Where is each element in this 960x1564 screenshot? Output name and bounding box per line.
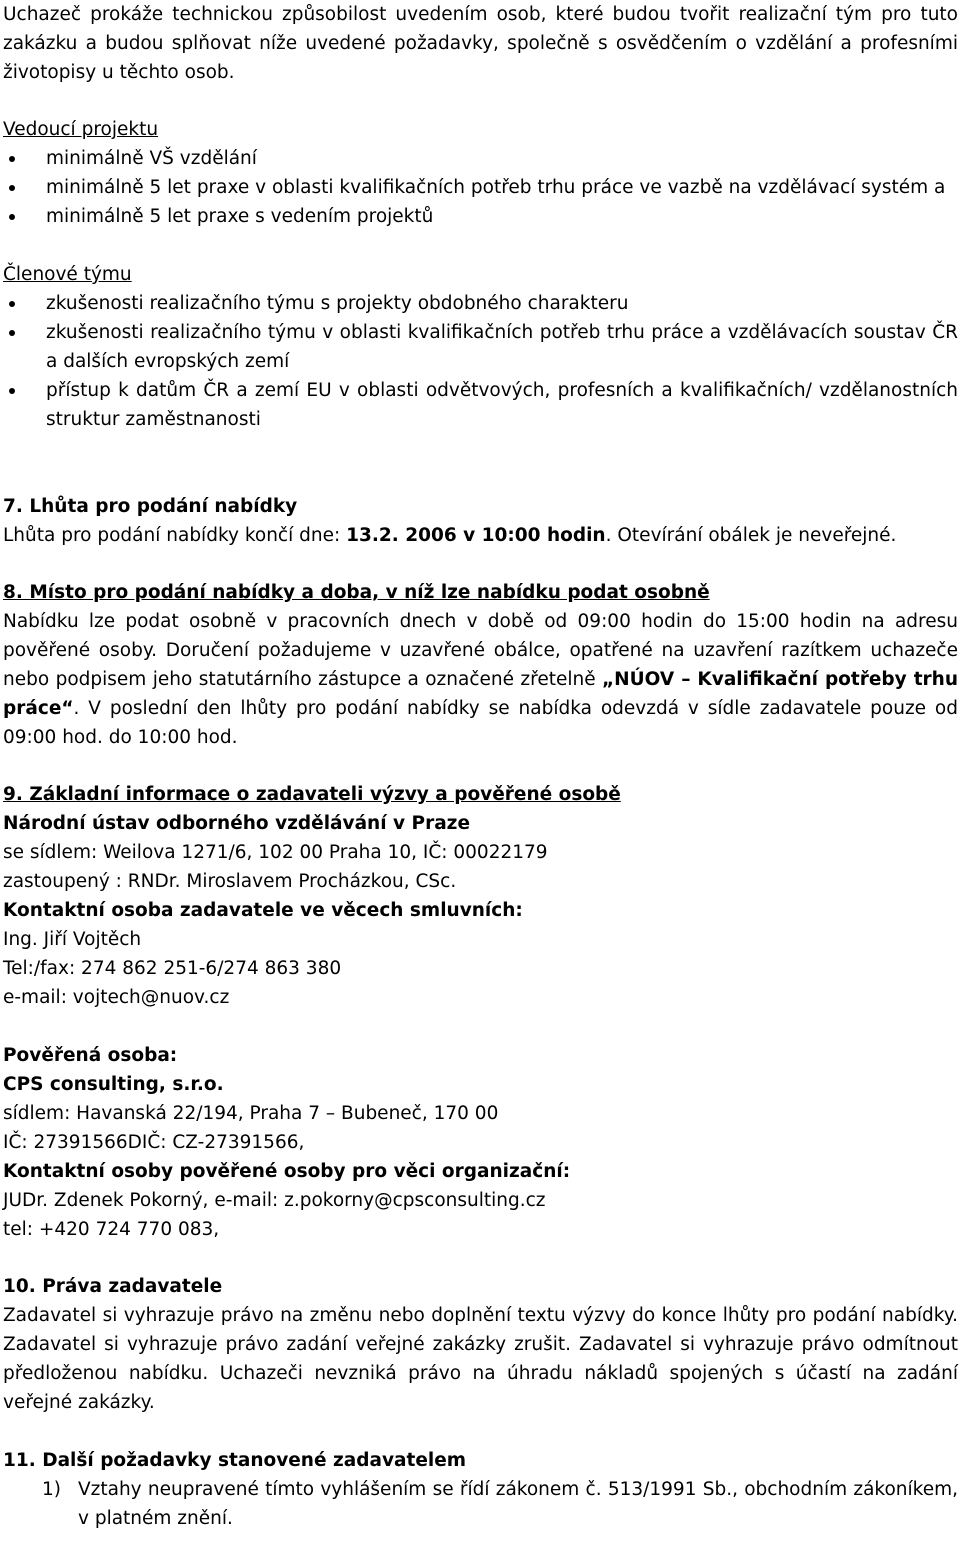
leader-requirements-list xyxy=(3,144,958,231)
authorized-company-name: CPS consulting, s.r.o. xyxy=(3,1074,224,1095)
bullet-icon xyxy=(9,156,15,162)
list-item: minimálně 5 let praxe v oblasti kvalifikačních potřeb trhu práce ve vazbě na vzdělávací systém a xyxy=(3,173,958,202)
contracting-authority-representative: zastoupený : RNDr. Miroslavem Procházkou, CSc. xyxy=(3,871,457,892)
contact-person-heading: Kontaktní osoba zadavatele ve věcech smluvních: xyxy=(3,900,523,921)
bullet-icon xyxy=(9,388,15,394)
authorized-company-address: sídlem: Havanská 22/194, Praha 7 – Bubeneč, 170 00 xyxy=(3,1103,499,1124)
envelope-label: „NÚOV – Kvalifikační potřeby trhu práce“ xyxy=(3,669,958,719)
document-page xyxy=(3,0,958,1533)
contact-person-name: Ing. Jiří Vojtěch xyxy=(3,929,142,950)
authorized-contact-heading: Kontaktní osoby pověřené osoby pro věci organizační: xyxy=(3,1161,571,1182)
members-requirements-list xyxy=(3,289,958,434)
section-8-text: Nabídku lze podat osobně v pracovních dnech v době od 09:00 hodin do 15:00 hodin na adresu pověřené osoby. Doručení požadujeme v uzavřené obálce, opatřené na uzavření razítkem uchazeče nebo podpisem jeho statutárního zástupce a označené zřetelně „NÚOV – Kvalifikační potřeby trhu práce“. V poslední den lhůty pro podání nabídky se nabídka odevzdá v sídle zadavatele pouze od 09:00 hod. do 10:00 hod. xyxy=(3,611,958,748)
contact-person-phone: Tel:/fax: 274 862 251-6/274 863 380 xyxy=(3,958,342,979)
deadline-date: 13.2. 2006 v 10:00 hodin xyxy=(346,525,606,546)
intro-paragraph: Uchazeč prokáže technickou způsobilost uvedením osob, které budou tvořit realizační tým pro tuto zakázku a budou splňovat níže uvedené požadavky, společně s osvědčením o vzdělání a profesními životopisy u těchto osob. xyxy=(3,4,958,83)
bullet-icon xyxy=(9,330,15,336)
section-8-heading: 8. Místo pro podání nabídky a doba, v níž lze nabídku podat osobně xyxy=(3,582,710,603)
leader-heading: Vedoucí projektu xyxy=(3,119,159,140)
contracting-authority-name: Národní ústav odborného vzdělávání v Praze xyxy=(3,813,470,834)
section-11-heading: 11. Další požadavky stanovené zadavatelem xyxy=(3,1450,467,1471)
authorized-company-ids: IČ: 27391566DIČ: CZ-27391566, xyxy=(3,1132,305,1153)
section-10-text: Zadavatel si vyhrazuje právo na změnu nebo doplnění textu výzvy do konce lhůty pro podání nabídky. Zadavatel si vyhrazuje právo zadání veřejné zakázky zrušit. Zadavatel si vyhrazuje právo odmítnout předloženou nabídku. Uchazeči nevzniká právo na úhradu nákladů spojených s účastí na zadání veřejné zakázky. xyxy=(3,1305,958,1413)
list-item: zkušenosti realizačního týmu v oblasti kvalifikačních potřeb trhu práce a vzdělávacích soustav ČR a dalších evropských zemí xyxy=(3,318,958,376)
list-item: přístup k datům ČR a zemí EU v oblasti odvětvových, profesních a kvalifikačních/ vzdělanostních struktur zaměstnanosti xyxy=(3,376,958,434)
contact-person-email: e-mail: vojtech@nuov.cz xyxy=(3,987,230,1008)
list-item: minimálně VŠ vzdělání xyxy=(3,144,958,173)
authorized-contact-phone: tel: +420 724 770 083, xyxy=(3,1219,220,1240)
members-heading: Členové týmu xyxy=(3,264,132,285)
list-item: 1) Vztahy neupravené tímto vyhlášením se řídí zákonem č. 513/1991 Sb., obchodním zákoníkem, v platném znění. xyxy=(3,1475,958,1533)
bullet-icon xyxy=(9,214,15,220)
authorized-person-heading: Pověřená osoba: xyxy=(3,1045,178,1066)
authorized-contact-person: JUDr. Zdenek Pokorný, e-mail: z.pokorny@cpsconsulting.cz xyxy=(3,1190,546,1211)
bullet-icon xyxy=(9,185,15,191)
section-7-deadline: Lhůta pro podání nabídky končí dne: 13.2. 2006 v 10:00 hodin. Otevírání obálek je neveřejné. xyxy=(3,525,897,546)
contracting-authority-address: se sídlem: Weilova 1271/6, 102 00 Praha 10, IČ: 00022179 xyxy=(3,842,548,863)
section-11-list xyxy=(3,1475,958,1533)
list-item: minimálně 5 let praxe s vedením projektů xyxy=(3,202,958,231)
bullet-icon xyxy=(9,301,15,307)
list-item: zkušenosti realizačního týmu s projekty obdobného charakteru xyxy=(3,289,958,318)
section-7-heading: 7. Lhůta pro podání nabídky xyxy=(3,496,298,517)
list-item-number: 1) xyxy=(42,1479,61,1500)
section-9-heading: 9. Základní informace o zadavateli výzvy a pověřené osobě xyxy=(3,784,621,805)
section-10-heading: 10. Práva zadavatele xyxy=(3,1276,223,1297)
